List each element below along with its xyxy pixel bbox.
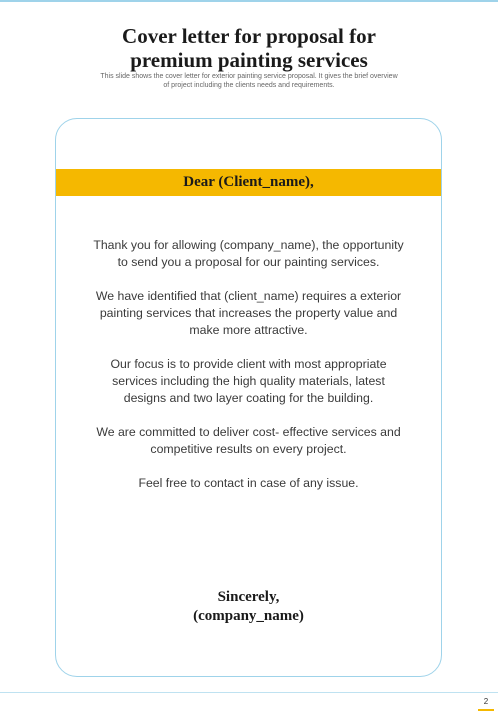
letter-paragraph bbox=[64, 356, 433, 407]
paragraph-line: We are committed to deliver cost- effective services and bbox=[96, 425, 401, 439]
paragraph-line: to send you a proposal for our painting services. bbox=[117, 255, 380, 269]
subtitle-line: of project including the clients needs and requirements. bbox=[163, 82, 335, 89]
signature-text: (company_name) bbox=[193, 608, 304, 624]
paragraph-line: Feel free to contact in case of any issue. bbox=[138, 476, 359, 490]
page-number-accent bbox=[478, 709, 494, 711]
letter-paragraph bbox=[64, 475, 433, 492]
letter-paragraph bbox=[64, 424, 433, 458]
letter-paragraph bbox=[64, 288, 433, 339]
salutation-band bbox=[56, 169, 441, 196]
letter-paragraph bbox=[64, 237, 433, 271]
bottom-rule bbox=[0, 692, 498, 693]
page-subtitle bbox=[60, 72, 438, 90]
paragraph-line: Thank you for allowing (company_name), the opportunity bbox=[93, 238, 404, 252]
paragraph-line: We have identified that (client_name) requires a exterior bbox=[95, 289, 402, 303]
title-line: premium painting services bbox=[130, 48, 368, 72]
paragraph-line: make more attractive. bbox=[189, 323, 308, 337]
letter-body bbox=[64, 237, 433, 509]
letter-signoff bbox=[56, 588, 441, 626]
paragraph-line: services including the high quality materials, latest bbox=[112, 374, 385, 388]
closing-text: Sincerely, bbox=[217, 589, 280, 605]
paragraph-line: designs and two layer coating for the building. bbox=[123, 391, 374, 405]
paragraph-line: painting services that increases the property value and bbox=[99, 306, 398, 320]
page-number: 2 bbox=[483, 697, 489, 706]
subtitle-line: This slide shows the cover letter for exterior painting service proposal. It gives the brief overview bbox=[100, 73, 398, 80]
page-title bbox=[0, 24, 498, 72]
top-rule bbox=[0, 0, 498, 2]
salutation-text: Dear (Client_name), bbox=[183, 174, 314, 190]
paragraph-line: Our focus is to provide client with most appropriate bbox=[110, 357, 387, 371]
title-line: Cover letter for proposal for bbox=[122, 24, 376, 48]
paragraph-line: competitive results on every project. bbox=[150, 442, 347, 456]
letter-card bbox=[55, 118, 442, 677]
